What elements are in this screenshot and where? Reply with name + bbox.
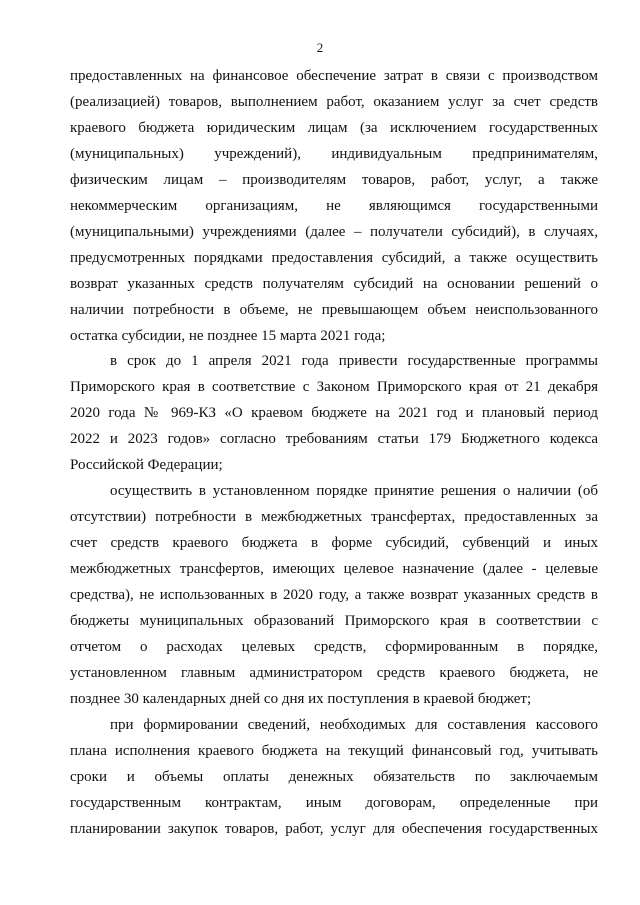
text-line: отчетом о расходах целевых средств, сформированным в порядке, [70,638,598,655]
text-line: физическим лицам – производителям товаров, работ, услуг, а также [70,171,598,188]
text-line: государственным контрактам, иным договорам, определенные при [70,794,598,811]
text-line: Приморского края в соответствие с Законом Приморского края от 21 декабря [70,379,598,396]
text-line: счет средств краевого бюджета в форме субсидий, субвенций и иных [70,535,598,552]
document-body [70,64,598,843]
text-line: бюджеты муниципальных образований Приморского края в соответствии с [70,613,598,630]
paragraph-cash-plan [70,713,598,843]
text-line: Российской Федерации; [70,457,223,474]
text-line: наличии потребности в объеме, не превышающем объем неиспользованного [70,301,598,318]
paragraph-interbudget-transfers [70,479,598,713]
paragraph-state-programs [70,349,598,479]
text-line: позднее 30 календарных дней со дня их поступления в краевой бюджет; [70,690,532,707]
text-line: отсутствии) потребности в межбюджетных трансфертах, предоставленных за [70,509,598,526]
text-line: возврат указанных средств получателям субсидий на основании решений о [70,275,598,292]
text-line: сроки и объемы оплаты денежных обязательств по заключаемым [70,768,598,785]
text-line: осуществить в установленном порядке принятие решения о наличии (об [110,483,598,500]
page-number: 2 [316,40,324,55]
text-line: 2020 года № 969-КЗ «О краевом бюджете на 2021 год и плановый период [70,405,598,422]
text-line: (муниципальных) учреждений), индивидуальным предпринимателям, [70,145,598,162]
text-line: установленном главным администратором средств краевого бюджета, не [70,664,598,681]
text-line: плана исполнения краевого бюджета на текущий финансовый год, учитывать [70,742,598,759]
paragraph-subsidies-return [70,64,598,349]
text-line: межбюджетных трансфертов, имеющих целевое назначение (далее - целевые [70,561,598,578]
text-line: (муниципальными) учреждениями (далее – получатели субсидий), в случаях, [70,223,598,240]
text-line: предоставленных на финансовое обеспечение затрат в связи с производством [70,68,598,84]
text-line: 2022 и 2023 годов» согласно требованиям статьи 179 Бюджетного кодекса [70,431,598,448]
text-line: в срок до 1 апреля 2021 года привести государственные программы [110,353,598,370]
text-line: некоммерческим организациям, не являющимся государственными [70,197,598,214]
text-line: краевого бюджета юридическим лицам (за исключением государственных [70,119,598,136]
text-line: (реализацией) товаров, выполнением работ, оказанием услуг за счет средств [70,93,598,110]
text-line: при формировании сведений, необходимых для составления кассового [110,716,598,733]
text-line: планировании закупок товаров, работ, услуг для обеспечения государственных [70,820,598,837]
text-line: средства), не использованных в 2020 году, а также возврат указанных средств в [70,587,598,604]
text-line: предусмотренных порядками предоставления субсидий, а также осуществить [70,249,598,266]
text-line: остатка субсидии, не позднее 15 марта 2021 года; [70,327,386,344]
